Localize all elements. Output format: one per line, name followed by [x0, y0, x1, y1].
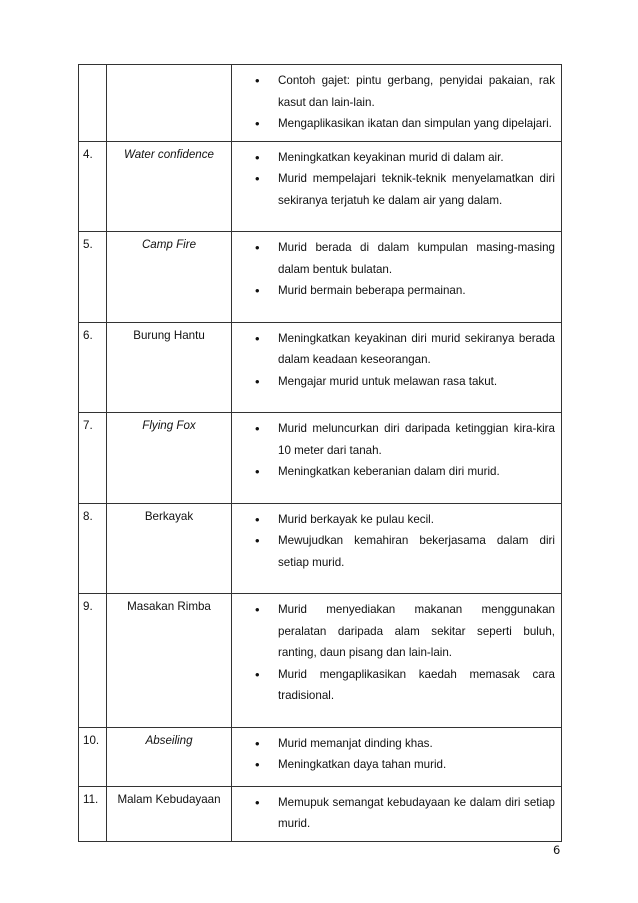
objective-item: • Murid bermain beberapa permainan.: [232, 280, 555, 302]
row-number: 11.: [79, 786, 107, 841]
objective-item: • Murid berada di dalam kumpulan masing-masing dalam bentuk bulatan.: [232, 237, 555, 280]
row-number: 5.: [79, 232, 107, 323]
objective-item: • Murid memanjat dinding khas.: [232, 733, 555, 755]
objective-item: • Memupuk semangat kebudayaan ke dalam diri setiap murid.: [232, 792, 555, 835]
activity-name: Water confidence: [107, 141, 232, 232]
objective-item: • Murid mengaplikasikan kaedah memasak cara tradisional.: [232, 664, 555, 707]
objectives-cell: [232, 322, 562, 413]
table-row: [79, 322, 562, 413]
activity-name: [107, 65, 232, 142]
objective-item: • Meningkatkan daya tahan murid.: [232, 754, 555, 776]
table-row: [79, 727, 562, 786]
objective-item: • Mengajar murid untuk melawan rasa takut.: [232, 371, 555, 393]
objectives-cell: [232, 413, 562, 504]
objective-item: • Meningkatkan keyakinan diri murid sekiranya berada dalam keadaan keseorangan.: [232, 328, 555, 371]
activity-name: Camp Fire: [107, 232, 232, 323]
table-row: [79, 413, 562, 504]
row-number: 7.: [79, 413, 107, 504]
objectives-cell: [232, 232, 562, 323]
objective-list: [232, 594, 561, 727]
table-row: [79, 232, 562, 323]
activity-name: Burung Hantu: [107, 322, 232, 413]
objective-list: [232, 65, 561, 141]
objective-item: • Murid menyediakan makanan menggunakan peralatan daripada alam sekitar seperti buluh, ranting, daun pisang dan lain-lain.: [232, 599, 555, 664]
objective-item: • Mengaplikasikan ikatan dan simpulan yang dipelajari.: [232, 113, 555, 135]
activity-name: Malam Kebudayaan: [107, 786, 232, 841]
row-number: [79, 65, 107, 142]
table-row: [79, 141, 562, 232]
objective-list: [232, 728, 561, 786]
row-number: 4.: [79, 141, 107, 232]
objective-list: [232, 413, 561, 503]
objectives-cell: [232, 141, 562, 232]
table-row: [79, 65, 562, 142]
activity-name: Flying Fox: [107, 413, 232, 504]
objective-item: • Murid berkayak ke pulau kecil.: [232, 509, 555, 531]
table-row: [79, 786, 562, 841]
row-number: 6.: [79, 322, 107, 413]
row-number: 10.: [79, 727, 107, 786]
objective-list: [232, 232, 561, 322]
activity-name: Abseiling: [107, 727, 232, 786]
objectives-cell: [232, 503, 562, 594]
activity-name: Berkayak: [107, 503, 232, 594]
page-number: 6: [553, 843, 561, 857]
objectives-cell: [232, 65, 562, 142]
objective-item: • Murid mempelajari teknik-teknik menyelamatkan diri sekiranya terjatuh ke dalam air yang dalam.: [232, 168, 555, 211]
objective-item: • Mewujudkan kemahiran bekerjasama dalam diri setiap murid.: [232, 530, 555, 573]
table-row: [79, 594, 562, 728]
row-number: 8.: [79, 503, 107, 594]
table-row: [79, 503, 562, 594]
objectives-cell: [232, 727, 562, 786]
activity-table-body: [79, 65, 562, 842]
activity-name: Masakan Rimba: [107, 594, 232, 728]
row-number: 9.: [79, 594, 107, 728]
objective-list: [232, 504, 561, 594]
objective-item: • Contoh gajet: pintu gerbang, penyidai pakaian, rak kasut dan lain-lain.: [232, 70, 555, 113]
objective-list: [232, 323, 561, 413]
objective-item: • Meningkatkan keberanian dalam diri murid.: [232, 461, 555, 483]
activity-table: [78, 64, 562, 842]
objective-item: • Meningkatkan keyakinan murid di dalam air.: [232, 147, 555, 169]
objective-item: • Murid meluncurkan diri daripada ketinggian kira-kira 10 meter dari tanah.: [232, 418, 555, 461]
objectives-cell: [232, 786, 562, 841]
objectives-cell: [232, 594, 562, 728]
objective-list: [232, 142, 561, 232]
objective-list: [232, 787, 561, 841]
